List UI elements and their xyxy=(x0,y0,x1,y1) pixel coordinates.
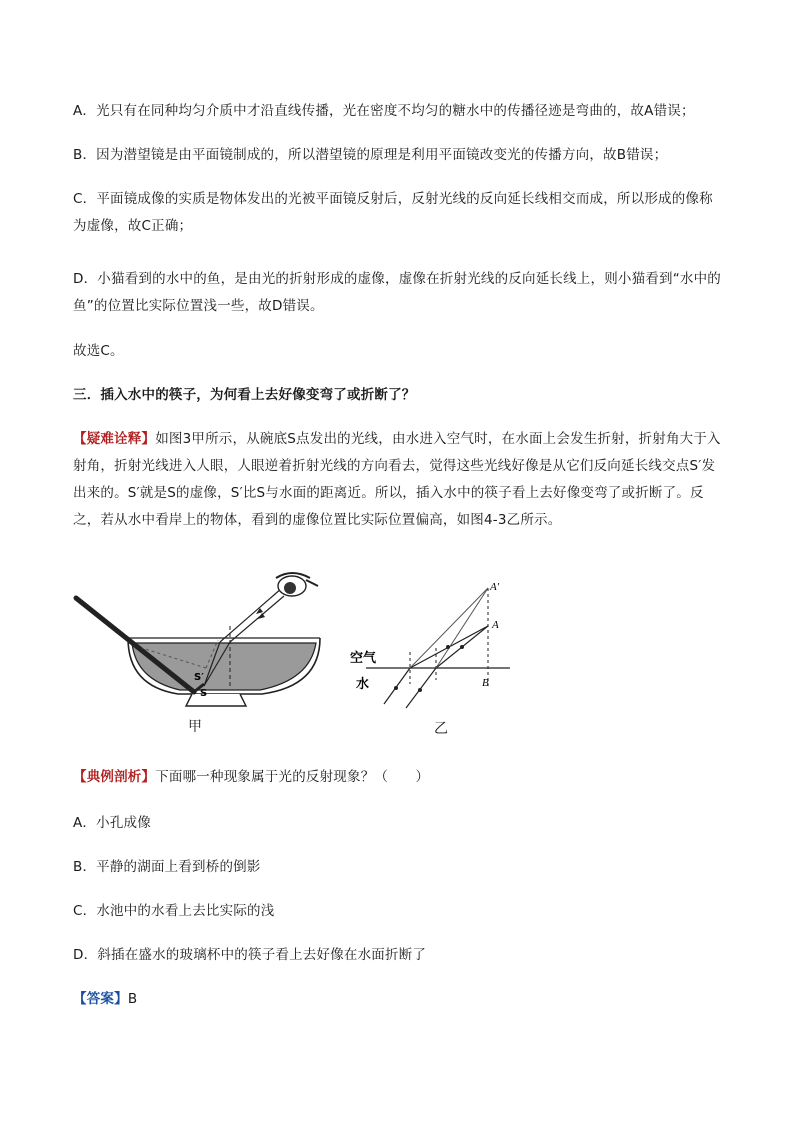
label-s: S xyxy=(200,688,208,699)
label-b: B xyxy=(482,677,489,689)
choice-b: B．平静的湖面上看到桥的倒影 xyxy=(73,859,261,875)
explanation-paragraph xyxy=(73,426,725,534)
label-s-prime: S′ xyxy=(194,672,204,683)
figure-caption-left: 甲 xyxy=(188,719,202,735)
label-water: 水 xyxy=(356,677,370,692)
label-a: A xyxy=(492,619,499,631)
choice-d: D．斜插在盛水的玻璃杯中的筷子看上去好像在水面折断了 xyxy=(73,947,427,963)
option-d-explanation: D．小猫看到的水中的鱼，是由光的折射形成的虚像，虚像在折射光线的反向延长线上，则小猫看到“水中的鱼”的位置比实际位置浅一些，故D错误。 xyxy=(73,271,721,314)
option-c-explanation: C．平面镜成像的实质是物体发出的光被平面镜反射后，反射光线的反向延长线相交而成，所以形成的像称为虚像，故C正确； xyxy=(73,191,713,234)
figure-bowl xyxy=(70,568,340,738)
choice-c: C．水池中的水看上去比实际的浅 xyxy=(73,903,275,919)
question-text: 下面哪一种现象属于光的反射现象？（ ） xyxy=(155,769,430,785)
figure-refraction xyxy=(344,580,520,720)
explanation-tag: 【疑难诠释】 xyxy=(73,431,156,447)
option-a-explanation: A．光只有在同种均匀介质中才沿直线传播，光在密度不均匀的糖水中的传播径迹是弯曲的，故A错误； xyxy=(73,103,695,119)
label-air: 空气 xyxy=(350,651,377,666)
explanation-text: 如图3甲所示，从碗底S点发出的光线，由水进入空气时，在水面上会发生折射，折射角大于入射角，折射光线进入人眼，人眼逆着折射光线的方向看去，觉得这些光线好像是从它们反向延长线交点S′发出来的。S′就是S的虚像，S′比S与水面的距离近。所以，插入水中的筷子看上去好像变弯了或折断了。反之，若从水中看岸上的物体，看到的虚像位置比实际位置偏高，如图4-3乙所示。 xyxy=(73,431,721,528)
question-tag: 【典例剖析】 xyxy=(73,769,156,785)
label-a-prime: A′ xyxy=(490,581,500,593)
question-stem xyxy=(73,764,725,791)
answer-line xyxy=(73,986,725,1013)
choice-a: A．小孔成像 xyxy=(73,815,151,831)
section-heading: 三．插入水中的筷子，为何看上去好像变弯了或折断了？ xyxy=(73,387,416,403)
figure-caption-right: 乙 xyxy=(434,721,448,737)
option-b-explanation: B．因为潜望镜是由平面镜制成的，所以潜望镜的原理是利用平面镜改变光的传播方向，故B错误； xyxy=(73,147,668,163)
answer-tag: 【答案】 xyxy=(73,991,128,1007)
conclusion: 故选C。 xyxy=(73,343,124,359)
answer-value: B xyxy=(127,991,138,1007)
